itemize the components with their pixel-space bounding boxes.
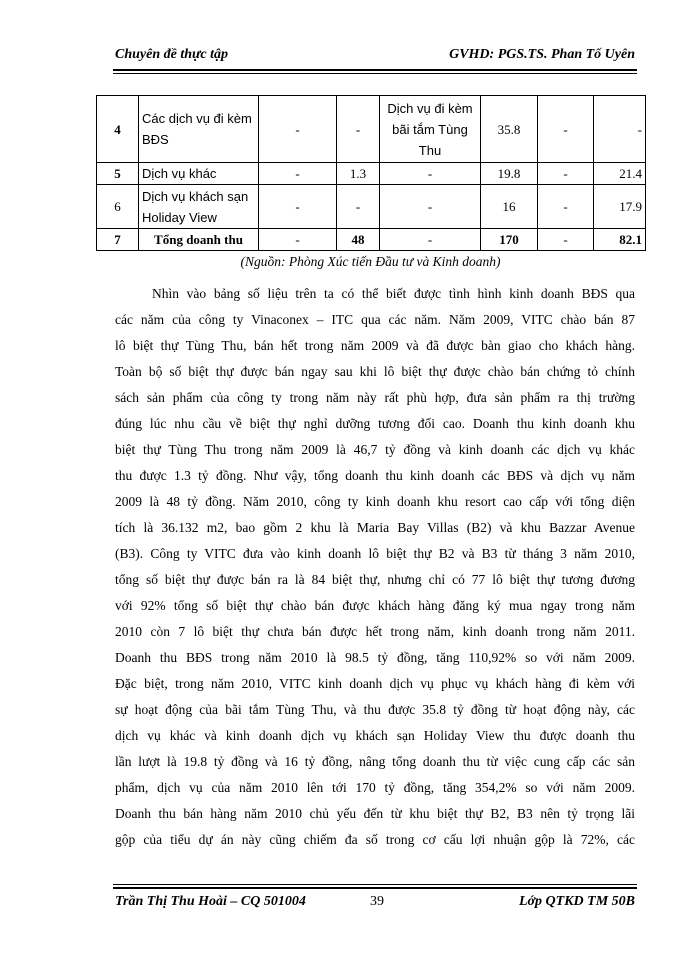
row-number: 4 <box>97 96 139 163</box>
cell: 19.8 <box>481 163 538 185</box>
table-row <box>97 96 646 163</box>
text-line: phẩm, dịch vụ của năm 2010 lên tới 170 tỷ đồng, tăng 354,2% so với năm 2009. <box>115 780 635 795</box>
table-row-total <box>97 229 646 251</box>
text-line: tích là 36.132 m2, bao gồm 2 khu là Maria Bay Villas (B2) và khu Bazzar Avenue <box>115 520 635 535</box>
cell: - <box>380 185 481 229</box>
footer-rule <box>113 887 637 889</box>
row-name: Dịch vụ khác <box>139 163 259 185</box>
cell: 16 <box>481 185 538 229</box>
cell: - <box>538 229 594 251</box>
cell: - <box>259 163 337 185</box>
row-number: 5 <box>97 163 139 185</box>
footer-author: Trần Thị Thu Hoài – CQ 501004 <box>115 894 306 909</box>
text-line: sự hoạt động của bãi tắm Tùng Thu, và thu được 35.8 tỷ đồng từ hoạt động này, các <box>115 702 635 717</box>
cell: - <box>380 163 481 185</box>
cell: Dịch vụ đi kèm bãi tắm Tùng Thu <box>380 96 481 163</box>
text-line: đúng lúc nhu cầu về biệt thự nghỉ dưỡng tương đối cao. Doanh thu kinh doanh khu <box>115 416 635 431</box>
footer-class: Lớp QTKD TM 50B <box>518 894 635 909</box>
cell: - <box>538 163 594 185</box>
header-rule <box>113 69 637 71</box>
cell: - <box>337 96 380 163</box>
table-source: (Nguồn: Phòng Xúc tiến Đầu tư và Kinh doanh) <box>240 254 501 269</box>
text-line: các năm của công ty Vinaconex – ITC qua các năm. Năm 2009, VITC chào bán 87 <box>115 312 635 327</box>
page-header <box>115 47 635 67</box>
text-line: lô biệt thự Tùng Thu, bán hết trong năm 2009 và đã được bàn giao cho khách hàng. <box>115 338 635 353</box>
cell: - <box>259 229 337 251</box>
body-paragraph <box>115 281 635 853</box>
text-line: dịch vụ khác và kinh doanh dịch vụ khách sạn Holiday View thu được doanh thu <box>115 728 635 743</box>
cell: - <box>594 96 646 163</box>
revenue-table <box>96 95 646 251</box>
row-number: 7 <box>97 229 139 251</box>
text-line: Doanh thu BĐS trong năm 2010 là 98.5 tỷ đồng, tăng 110,92% so với năm 2009. <box>115 650 635 665</box>
row-number: 6 <box>97 185 139 229</box>
row-name: Các dịch vụ đi kèm BĐS <box>139 96 259 163</box>
text-line: Doanh thu bán hàng năm 2010 chủ yếu đến từ khu biệt thự B2, B3 nên tỷ trọng lãi <box>115 806 635 821</box>
cell: 82.1 <box>594 229 646 251</box>
header-advisor: GVHD: PGS.TS. Phan Tố Uyên <box>449 47 635 62</box>
header-title: Chuyên đề thực tập <box>115 47 229 62</box>
page-footer <box>115 894 635 914</box>
text-line: tổng số biệt thự được bán ra là 84 biệt thự, nhưng chỉ có 77 lô biệt thự tương đương <box>115 572 635 587</box>
header-rule-thin <box>113 73 637 74</box>
table-row <box>97 163 646 185</box>
page-number: 39 <box>370 894 384 909</box>
row-name: Dịch vụ khách sạn Holiday View <box>139 185 259 229</box>
cell: - <box>538 96 594 163</box>
text-line: 2010 còn 7 lô biệt thự chưa bán được hết trong năm, kinh doanh trong năm 2011. <box>115 624 635 639</box>
text-line: Nhìn vào bảng số liệu trên ta có thể biết được tình hình kinh doanh BĐS qua <box>152 286 635 301</box>
cell: - <box>259 96 337 163</box>
cell: 35.8 <box>481 96 538 163</box>
footer-rule-thin <box>113 884 637 885</box>
cell: - <box>259 185 337 229</box>
text-line: Toàn bộ số biệt thự được bán ngay sau khi lô biệt thự được chào bán chứng tỏ chính <box>115 364 635 379</box>
cell: 17.9 <box>594 185 646 229</box>
cell: - <box>337 185 380 229</box>
cell: 48 <box>337 229 380 251</box>
text-line: (B3). Công ty VITC đưa vào kinh doanh lô biệt thự B2 và B3 từ tháng 3 năm 2010, <box>115 546 635 561</box>
text-line: Đặc biệt, trong năm 2010, VITC kinh doanh dịch vụ phục vụ khách hàng đi kèm với <box>115 676 635 691</box>
text-line: với 92% tổng số biệt thự chào bán được khách hàng đăng ký mua ngay trong năm <box>115 598 635 613</box>
cell: 21.4 <box>594 163 646 185</box>
text-line: lần lượt là 19.8 tỷ đồng và 16 tỷ đồng, nâng tổng doanh thu từ việc cung cấp các sản <box>115 754 635 769</box>
cell: 1.3 <box>337 163 380 185</box>
text-line: sách sản phẩm của công ty trong năm này rất phù hợp, đưa sản phẩm ra thị trường <box>115 390 635 405</box>
text-line: gộp của tiểu dự án này cũng chiếm đa số trong cơ cấu lợi nhuận gộp là 72%, các <box>115 832 635 847</box>
text-line: biệt thự Tùng Thu trong năm 2009 là 46,7 tỷ đồng và kinh doanh các dịch vụ khác <box>115 442 635 457</box>
cell: - <box>538 185 594 229</box>
cell: - <box>380 229 481 251</box>
row-name: Tổng doanh thu <box>139 229 259 251</box>
text-line: thu được 1.3 tỷ đồng. Như vậy, tổng doanh thu kinh doanh các BĐS và dịch vụ năm <box>115 468 635 483</box>
text-line: 2009 là 48 tỷ đồng. Năm 2010, công ty kinh doanh khu resort cao cấp với tổng diện <box>115 494 635 509</box>
table-row <box>97 185 646 229</box>
cell: 170 <box>481 229 538 251</box>
